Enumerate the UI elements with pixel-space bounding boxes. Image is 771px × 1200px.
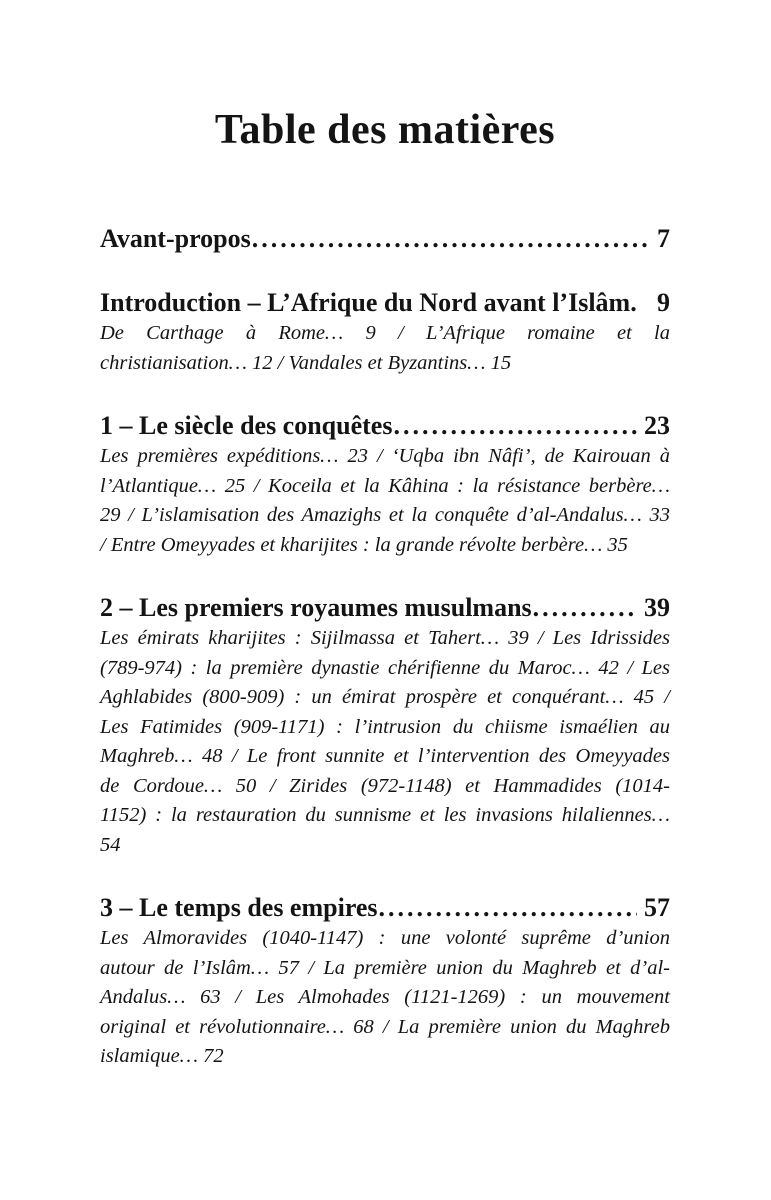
toc-subentry-line: Aghlabides (800-909) : un émirat prospère et conquérant… 45 /: [100, 686, 670, 708]
toc-subentry-line: 29 / L’islamisation des Amazighs et la conquête d’al-Andalus… 33: [100, 504, 670, 526]
toc-subentry-line: / Entre Omeyyades et kharijites : la grande révolte berbère… 35: [100, 533, 628, 556]
toc-entry: [100, 591, 670, 860]
toc-subentry-line: Les Fatimides (909-1171) : l’intrusion du chiisme ismaélien au: [100, 715, 670, 738]
toc-subentry-line: De Carthage à Rome… 9 / L’Afrique romaine et la: [100, 322, 670, 344]
toc-entry: [100, 286, 670, 378]
toc-subentry-line: de Cordoue… 50 / Zirides (972-1148) et Hammadides (1014-: [100, 774, 670, 797]
dot-leader: [393, 409, 637, 442]
toc-entry: [100, 222, 670, 255]
toc-page-number: 57: [644, 893, 670, 922]
toc-subentry-line: original et révolutionnaire… 68 / La première union du Maghreb: [100, 1015, 670, 1038]
toc-page-number: 7: [657, 224, 670, 253]
toc-subentry-line: Andalus… 63 / Les Almohades (1121-1269) : un mouvement: [100, 986, 670, 1008]
toc-subentry-line: christianisation… 12 / Vandales et Byzantins… 15: [100, 351, 512, 374]
toc-subentries: [100, 319, 670, 378]
toc-subentry-line: (789-974) : la première dynastie chérifienne du Maroc… 42 / Les: [100, 656, 670, 679]
toc-page-number: 39: [644, 593, 670, 622]
toc-subentry-line: Les Almoravides (1040-1147) : une volonté suprême d’union: [100, 927, 670, 949]
toc-heading-row: [100, 591, 670, 624]
toc-heading-row: [100, 891, 670, 924]
dot-leader: [379, 891, 637, 924]
toc-subentry-line: Les premières expéditions… 23 / ‘Uqba ibn Nâfi’, de Kairouan à: [100, 445, 670, 467]
toc-entry-title: 2 – Les premiers royaumes musulmans: [100, 593, 532, 622]
dot-leader: [533, 591, 637, 624]
toc-page-number: 23: [644, 411, 670, 440]
toc-subentries: [100, 624, 670, 860]
toc-entry-title: 1 – Le siècle des conquêtes: [100, 411, 393, 440]
toc-entry-title: 3 – Le temps des empires: [100, 893, 378, 922]
toc-heading-row: [100, 286, 670, 319]
toc-subentry-line: 1152) : la restauration du sunnisme et les invasions hilaliennes…: [100, 804, 670, 826]
toc-subentries: [100, 442, 670, 560]
toc-entry-title: Introduction – L’Afrique du Nord avant l’Islâm.: [100, 288, 637, 317]
toc-subentry-line: 54: [100, 833, 121, 856]
toc-entry: [100, 409, 670, 560]
toc-subentries: [100, 924, 670, 1072]
toc-heading-row: [100, 222, 670, 255]
dot-leader: [252, 222, 650, 255]
toc-subentry-line: l’Atlantique… 25 / Koceila et la Kâhina : la résistance berbère…: [100, 474, 670, 497]
toc-entries: [100, 222, 670, 1072]
toc-page-number: 9: [657, 288, 670, 317]
toc-subentry-line: Maghreb… 48 / Le front sunnite et l’intervention des Omeyyades: [100, 745, 670, 767]
toc-subentry-line: Les émirats kharijites : Sijilmassa et Tahert… 39 / Les Idrissides: [100, 627, 670, 649]
toc-subentry-line: autour de l’Islâm… 57 / La première union du Maghreb et d’al-: [100, 956, 670, 979]
toc-entry: [100, 891, 670, 1072]
toc-entry-title: Avant-propos: [100, 224, 251, 253]
toc-subentry-line: islamique… 72: [100, 1045, 224, 1067]
page-title: Table des matières: [214, 107, 556, 153]
toc-heading-row: [100, 409, 670, 442]
